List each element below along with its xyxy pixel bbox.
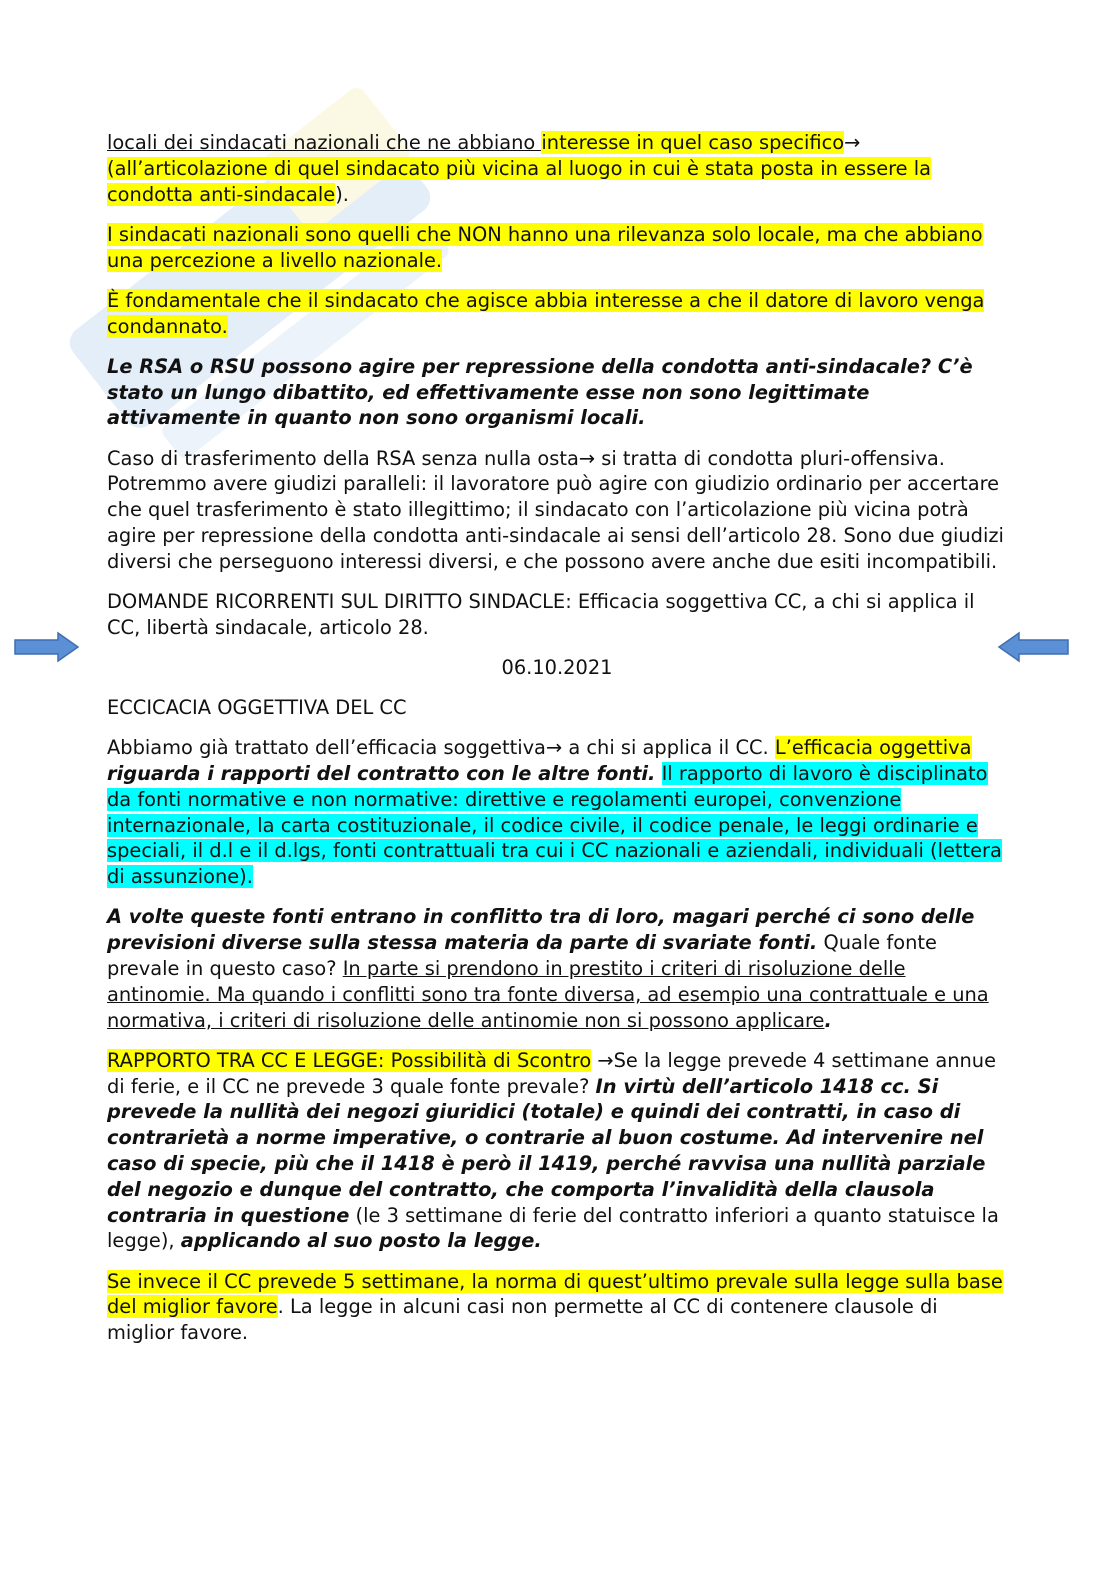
paragraph-8 (107, 904, 1007, 1033)
paragraph-9 (107, 1048, 1007, 1254)
text-span: →Se la legge prevede 4 settimane annue di ferie, e il CC ne prevede 3 quale fonte prevale? (107, 1048, 997, 1098)
text-span: . La legge in alcuni casi non permette al CC di contenere clausole di miglior favore. (107, 1295, 938, 1345)
highlighted-text: interesse in quel caso specifico (541, 131, 845, 154)
left-arrow-icon (997, 631, 1069, 663)
right-arrow-icon (14, 631, 80, 663)
paragraph-5: Caso di trasferimento della RSA senza nulla osta→ si tratta di condotta pluri-offensiva. Potremmo avere giudizi paralleli: il lavoratore può agire con giudizio ordinario per accertare che quel trasferimento è stato illegittimo; il sindacato con l’articolazione più vicina potrà agire per repressione della condotta anti-sindacale ai sensi dell’articolo 28. Sono due giudizi diversi che perseguono interessi diversi, e che possono avere anche due esiti incompatibili. (107, 446, 1004, 573)
document-body (107, 130, 1007, 1360)
bold-italic-text: riguarda i rapporti del contratto con le altre fonti. (107, 762, 656, 786)
date-line: 06.10.2021 (501, 655, 613, 679)
text-span: locali dei sindacati nazionali che ne abbiano (107, 131, 542, 154)
bold-italic-text: In virtù dell’articolo 1418 cc. Si prevede la nullità dei negozi giuridici (totale) e quindi dei contratti, in caso di contrarietà a norme imperative, o contrarie al buon costume. Ad intervenire nel caso di specie, più che il 1418 è però il 1419, perché ravvisa una nullità parziale del negozio e dunque del contratto, che comporta l’invalidità della clausola contraria in questione (107, 1074, 986, 1227)
paragraph-4: Le RSA o RSU possono agire per repressione della condotta anti-sindacale? C’è stato un lungo dibattito, ed effettivamente esse non sono legittimate attivamente in quanto non sono organismi locali. (107, 354, 973, 430)
paragraph-6: DOMANDE RICORRENTI SUL DIRITTO SINDACLE: Efficacia soggettiva CC, a chi si applica il CC, libertà sindacale, articolo 28. (107, 589, 975, 639)
highlighted-text: È fondamentale che il sindacato che agisce abbia interesse a che il datore di lavoro venga condannato. (107, 288, 985, 338)
highlighted-text: (all’articolazione di quel sindacato più vicina al luogo in cui è stata posta in essere la condotta anti-sindacale (107, 156, 932, 206)
paragraph-10 (107, 1269, 1007, 1346)
text-span: (le 3 settimane di ferie del contratto inferiori a quanto statuisce la legge), (107, 1203, 999, 1253)
section-heading: ECCICACIA OGGETTIVA DEL CC (107, 696, 407, 720)
text-span: ). (335, 182, 349, 206)
bold-italic-text: . (824, 1008, 832, 1032)
bold-italic-text: A volte queste fonti entrano in conflitto tra di loro, magari perché ci sono delle previsioni diverse sulla stessa materia da parte di svariate fonti. (107, 905, 975, 955)
highlighted-text: I sindacati nazionali sono quelli che NON hanno una rilevanza solo locale, ma che abbiano una percezione a livello nazionale. (107, 222, 983, 272)
cyan-highlighted-text: Il rapporto di lavoro è disciplinato da fonti normative e non normative: direttive e regolamenti europei, convenzione internazionale, la carta costituzionale, il codice civile, il codice penale, le leggi ordinarie e speciali, il d.l e il d.lgs, fonti contrattuali tra cui i CC nazionali e aziendali, individuali (lettera di assunzione). (107, 762, 1002, 889)
paragraph-3 (107, 288, 1007, 340)
text-span (655, 762, 661, 785)
highlighted-text: L’efficacia oggettiva (774, 736, 972, 760)
text-span: Quale fonte prevale in questo caso? (107, 931, 937, 981)
bold-italic-text: applicando al suo posto la legge. (180, 1229, 542, 1253)
paragraph-1 (107, 130, 1007, 207)
paragraph-2 (107, 222, 1007, 274)
paragraph-7 (107, 735, 1007, 890)
underlined-text: In parte si prendono in prestito i criteri di risoluzione delle antinomie. Ma quando i conflitti sono tra fonte diversa, ad esempio una contrattuale e una normativa, i criteri di risoluzione delle antinomie non si possono applicare (107, 957, 989, 1032)
arrow-glyph: → (844, 131, 861, 154)
highlighted-text: RAPPORTO TRA CC E LEGGE: Possibilità di Scontro (107, 1048, 592, 1072)
highlighted-text: Se invece il CC prevede 5 settimane, la norma di quest’ultimo prevale sulla legge sulla base del miglior favore (107, 1269, 1003, 1319)
text-span: Abbiamo già trattato dell’efficacia soggettiva→ a chi si applica il CC. (107, 736, 775, 760)
